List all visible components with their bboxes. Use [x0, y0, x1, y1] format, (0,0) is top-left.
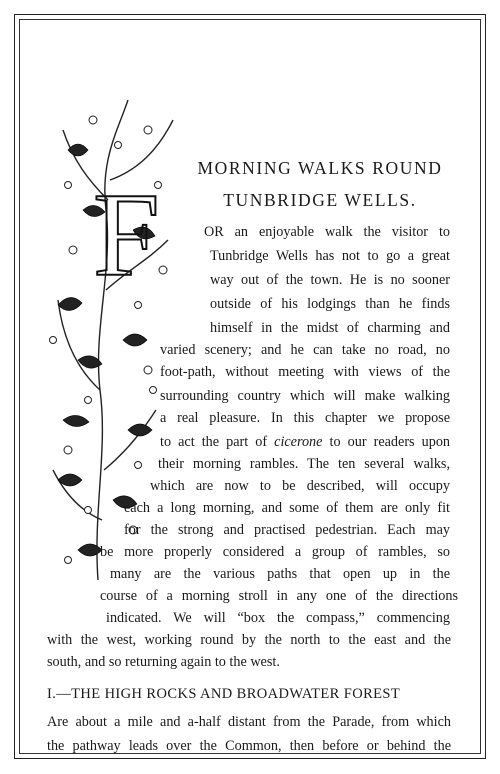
body-line: their morning rambles. The ten several walks,: [158, 456, 450, 472]
body-line: foot-path, without meeting with views of the: [160, 364, 450, 380]
body-line: for the strong and practised pedestrian. Each may: [124, 522, 450, 538]
body-line: himself in the midst of charming and: [210, 320, 450, 336]
body-line: indicated. We will “box the compass,” commencing: [106, 610, 450, 626]
body-line: course of a morning stroll in any one of the directions: [100, 588, 458, 604]
chapter-title-line1: MORNING WALKS ROUND: [197, 158, 443, 178]
body-line: south, and so returning again to the west.: [47, 654, 280, 670]
body-line: OR an enjoyable walk the visitor to: [204, 224, 450, 240]
body-line: with the west, working round by the north to the east and the: [47, 632, 451, 648]
body-line: each a long morning, and some of them are only fit: [124, 500, 450, 516]
body-line: which are now to be described, will occupy: [150, 478, 450, 494]
body-line: a real pleasure. In this chapter we propose: [160, 410, 450, 426]
body-line: many are the various paths that open up in the: [110, 566, 450, 582]
body-line: outside of his lodgings than he finds: [210, 296, 450, 312]
body-line: be more properly considered a group of rambles, so: [100, 544, 450, 560]
section-line-1: Are about a mile and a-half distant from the Parade, from which: [47, 714, 451, 730]
body-line: way out of the town. He is no sooner: [210, 272, 450, 288]
section-heading: I.—THE HIGH ROCKS AND BROADWATER FOREST: [47, 686, 401, 702]
chapter-title-line2: TUNBRIDGE WELLS.: [223, 190, 417, 210]
body-line: Tunbridge Wells has not to go a great: [210, 248, 450, 264]
body-line: to act the part of cicerone to our readers upon: [160, 434, 451, 450]
section-line-2: the pathway leads over the Common, then before or behind the: [47, 738, 451, 754]
body-line: varied scenery; and he can take no road, no: [160, 342, 450, 358]
initial-letter: F: [93, 168, 160, 301]
body-line: surrounding country which will make walking: [160, 388, 450, 404]
